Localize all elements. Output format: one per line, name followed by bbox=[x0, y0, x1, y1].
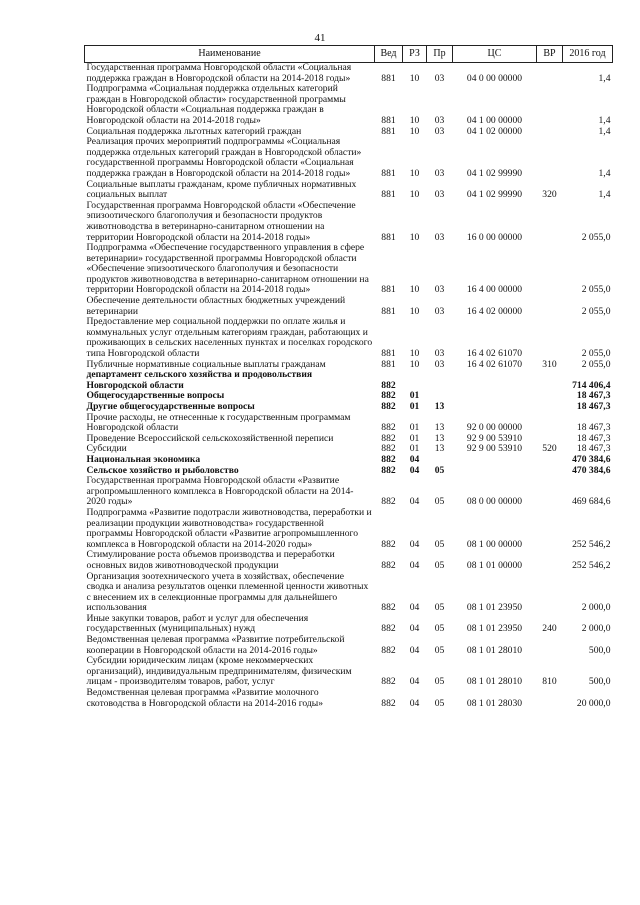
cell-sum: 2 000,0 bbox=[581, 602, 611, 614]
cell-cs bbox=[453, 370, 537, 391]
table-header bbox=[85, 46, 613, 63]
cell-name: Другие общегосударственные вопросы bbox=[86, 401, 255, 412]
cell-cs: 16 0 00 00000 bbox=[466, 231, 523, 243]
cell-name: Национальная экономика bbox=[86, 453, 201, 465]
cell-name: Государственная программа Новгородской области «Обеспечение эпизоотического благополучия и безопасности продуктов животноводства в ветеринарно-санитарном отношении на территории Новгородской области на 2014-2018 годы» bbox=[86, 199, 356, 243]
cell-cs: 08 1 01 28010 bbox=[466, 644, 523, 656]
cell-pr: 05 bbox=[434, 602, 445, 614]
cell-ved: 882 bbox=[381, 559, 396, 571]
cell-vr bbox=[537, 63, 563, 85]
cell-sum: 2 055,0 bbox=[581, 358, 611, 370]
cell-name: Прочие расходы, не отнесенные к государственным программам Новгородской области bbox=[86, 411, 351, 434]
cell-ved: 882 bbox=[381, 602, 396, 614]
cell-cs bbox=[453, 402, 537, 413]
cell-cs: 16 4 02 61070 bbox=[466, 348, 523, 360]
cell-ved: 881 bbox=[381, 348, 396, 360]
cell-rz: 10 bbox=[409, 231, 420, 243]
cell-rz: 01 bbox=[409, 432, 420, 444]
cell-rz: 10 bbox=[409, 189, 420, 201]
cell-rz: 10 bbox=[409, 114, 420, 126]
cell-rz: 01 bbox=[409, 390, 420, 402]
cell-pr: 05 bbox=[434, 496, 445, 508]
table-row bbox=[85, 84, 613, 126]
cell-sum: 1,4 bbox=[598, 72, 611, 84]
cell-rz: 04 bbox=[409, 644, 420, 656]
cell-ved: 881 bbox=[381, 231, 396, 243]
cell-name: Иные закупки товаров, работ и услуг для обеспечения государственных (муниципальных) нужд bbox=[86, 612, 309, 635]
table-row bbox=[85, 455, 613, 466]
cell-cs: 08 1 01 00000 bbox=[466, 559, 523, 571]
cell-name: Проведение Всероссийской сельскохозяйственной переписи bbox=[86, 432, 334, 444]
cell-rz bbox=[403, 370, 427, 391]
cell-name: Ведомственная целевая программа «Развитие молочного скотоводства в Новгородской области на 2014-2016 годы» bbox=[86, 687, 324, 709]
cell-ved: 882 bbox=[381, 623, 396, 635]
cell-name: Субсидии bbox=[86, 443, 127, 455]
cell-ved: 881 bbox=[381, 358, 396, 370]
cell-name: Ведомственная целевая программа «Развитие потребительской кооперации в Новгородской области на 2014-2016 годы» bbox=[86, 634, 345, 656]
table-row bbox=[85, 656, 613, 688]
cell-cs: 16 4 00 00000 bbox=[466, 284, 523, 296]
cell-pr: 05 bbox=[434, 644, 445, 656]
header-sum: 2016 год bbox=[563, 46, 613, 63]
cell-cs: 08 1 00 00000 bbox=[466, 538, 523, 550]
table-row bbox=[85, 137, 613, 179]
cell-ved: 881 bbox=[381, 125, 396, 137]
cell-rz: 04 bbox=[409, 453, 420, 465]
table-row bbox=[85, 550, 613, 571]
cell-cs: 92 9 00 53910 bbox=[466, 443, 523, 455]
cell-name: Государственная программа Новгородской области «Социальная поддержка граждан в Новгородской области на 2014-2018 годы» bbox=[86, 62, 352, 84]
cell-pr: 03 bbox=[434, 167, 445, 179]
table-row bbox=[85, 508, 613, 550]
cell-rz: 01 bbox=[409, 443, 420, 455]
budget-table bbox=[84, 45, 613, 709]
cell-ved: 882 bbox=[381, 644, 396, 656]
cell-vr bbox=[537, 635, 563, 656]
cell-ved: 882 bbox=[381, 379, 396, 391]
cell-pr: 03 bbox=[434, 72, 445, 84]
cell-pr: 13 bbox=[434, 422, 445, 434]
cell-vr bbox=[537, 688, 563, 709]
cell-cs bbox=[453, 455, 537, 466]
cell-rz: 10 bbox=[409, 358, 420, 370]
cell-name: Субсидии юридическим лицам (кроме некоммерческих организаций), индивидуальным предпринимателям, физическим лицам - производителям товаров, работ, услуг bbox=[86, 655, 352, 688]
cell-vr: 810 bbox=[542, 676, 557, 688]
header-row bbox=[85, 46, 613, 63]
cell-rz: 04 bbox=[409, 538, 420, 550]
table-row bbox=[85, 180, 613, 201]
cell-vr bbox=[537, 296, 563, 317]
cell-rz: 01 bbox=[409, 401, 420, 412]
cell-ved: 882 bbox=[381, 432, 396, 444]
cell-pr bbox=[427, 455, 453, 466]
cell-cs: 16 4 02 00000 bbox=[466, 305, 523, 317]
cell-cs: 92 0 00 00000 bbox=[466, 422, 523, 434]
cell-ved: 882 bbox=[381, 697, 396, 709]
cell-vr bbox=[537, 476, 563, 508]
cell-sum: 2 000,0 bbox=[581, 623, 611, 635]
cell-cs: 08 1 01 28030 bbox=[466, 697, 523, 709]
header-rz: РЗ bbox=[403, 46, 427, 63]
cell-cs: 04 1 02 99990 bbox=[466, 167, 523, 179]
cell-vr bbox=[537, 402, 563, 413]
cell-cs: 04 1 00 00000 bbox=[466, 114, 523, 126]
table-row bbox=[85, 572, 613, 614]
cell-vr bbox=[537, 466, 563, 477]
cell-vr bbox=[537, 84, 563, 126]
cell-vr bbox=[537, 127, 563, 138]
cell-rz: 10 bbox=[409, 348, 420, 360]
cell-rz: 10 bbox=[409, 72, 420, 84]
cell-name: департамент сельского хозяйства и продовольствия Новгородской области bbox=[86, 369, 313, 391]
cell-pr: 05 bbox=[434, 697, 445, 709]
cell-pr: 03 bbox=[434, 358, 445, 370]
cell-cs: 04 1 02 99990 bbox=[466, 189, 523, 201]
cell-sum: 1,4 bbox=[598, 114, 611, 126]
cell-ved: 882 bbox=[381, 443, 396, 455]
header-pr: Пр bbox=[427, 46, 453, 63]
header-cs: ЦС bbox=[453, 46, 537, 63]
cell-cs: 08 1 01 23950 bbox=[466, 602, 523, 614]
table-row bbox=[85, 63, 613, 85]
cell-rz: 01 bbox=[409, 422, 420, 434]
cell-rz: 04 bbox=[409, 464, 420, 476]
cell-sum: 18 467,3 bbox=[576, 422, 611, 434]
cell-sum: 1,4 bbox=[598, 125, 611, 137]
cell-vr bbox=[537, 550, 563, 571]
cell-sum: 500,0 bbox=[588, 644, 611, 656]
cell-cs: 16 4 02 61070 bbox=[466, 358, 523, 370]
cell-name: Организация зоотехнического учета в хозяйствах, обеспечение сводка и анализа результатов оценки племенной ценности животных с внесением их в селекционные программы для дальнейшего использования bbox=[86, 570, 369, 614]
table-row bbox=[85, 317, 613, 359]
cell-rz: 04 bbox=[409, 676, 420, 688]
cell-sum: 470 384,6 bbox=[572, 464, 611, 476]
cell-name: Государственная программа Новгородской области «Развитие агропромышленного комплекса в Новгородской области на 2014-2020 годы» bbox=[86, 475, 354, 508]
table-row bbox=[85, 402, 613, 413]
cell-ved: 881 bbox=[381, 114, 396, 126]
cell-sum: 714 406,4 bbox=[572, 379, 611, 391]
cell-pr: 13 bbox=[434, 401, 445, 412]
table-row bbox=[85, 688, 613, 709]
cell-sum: 20 000,0 bbox=[576, 697, 611, 709]
cell-vr bbox=[537, 137, 563, 179]
cell-sum: 2 055,0 bbox=[581, 231, 611, 243]
table-row bbox=[85, 614, 613, 635]
cell-pr bbox=[427, 370, 453, 391]
cell-rz: 04 bbox=[409, 623, 420, 635]
cell-sum: 252 546,2 bbox=[572, 559, 611, 571]
cell-pr: 05 bbox=[434, 464, 445, 476]
cell-sum: 500,0 bbox=[588, 676, 611, 688]
cell-vr bbox=[537, 317, 563, 359]
table-row bbox=[85, 413, 613, 434]
cell-vr bbox=[537, 413, 563, 434]
cell-rz: 10 bbox=[409, 284, 420, 296]
cell-sum: 18 467,3 bbox=[576, 443, 611, 455]
cell-name: Подпрограмма «Обеспечение государственного управления в сфере ветеринарии» государственной программы Новгородской области «Обеспечение эпизоотического благополучия и безопасности продуктов животноводства в ветеринарно-санитарном отношении на территории Новгородской области на 2014-2018 годы» bbox=[86, 242, 369, 296]
cell-rz: 10 bbox=[409, 167, 420, 179]
cell-name: Подпрограмма «Развитие подотрасли животноводства, переработки и реализации продукции животноводства» государственной программы Новгородской области «Развитие агропромышленного комплекса в Новгородской области на 2014-2020 годы» bbox=[86, 506, 372, 550]
cell-name: Предоставление мер социальной поддержки по оплате жилья и коммунальных услуг отдельным категориям граждан, работающих и проживающих в сельских населенных пунктах и поселках городского типа Новгородской области bbox=[86, 316, 373, 360]
cell-vr: 310 bbox=[542, 358, 557, 370]
cell-name: Подпрограмма «Социальная поддержка отдельных категорий граждан в Новгородской области» государственной программы Новгородской области «Социальная поддержка граждан в Новгородской области на 2014-2018 годы» bbox=[86, 83, 346, 126]
cell-vr bbox=[537, 370, 563, 391]
cell-rz: 04 bbox=[409, 559, 420, 571]
table-row bbox=[85, 370, 613, 391]
cell-ved: 881 bbox=[381, 189, 396, 201]
cell-rz: 10 bbox=[409, 305, 420, 317]
cell-rz: 10 bbox=[409, 125, 420, 137]
cell-name: Социальная поддержка льготных категорий граждан bbox=[86, 125, 302, 137]
cell-pr: 03 bbox=[434, 231, 445, 243]
cell-ved: 882 bbox=[381, 464, 396, 476]
cell-sum: 1,4 bbox=[598, 189, 611, 201]
cell-vr bbox=[537, 572, 563, 614]
cell-name: Публичные нормативные социальные выплаты гражданам bbox=[86, 358, 326, 370]
cell-name: Социальные выплаты гражданам, кроме публичных нормативных социальных выплат bbox=[86, 178, 357, 201]
cell-pr: 03 bbox=[434, 189, 445, 201]
cell-vr bbox=[537, 508, 563, 550]
cell-cs: 04 1 02 00000 bbox=[466, 125, 523, 137]
cell-vr: 240 bbox=[542, 623, 557, 635]
cell-ved: 882 bbox=[381, 390, 396, 402]
table-row bbox=[85, 434, 613, 445]
cell-name: Реализация прочих мероприятий подпрограммы «Социальная поддержка отдельных категорий граждан в Новгородской области» государственной программы Новгородской области «Социальная поддержка граждан в Новгородской области на 2014-2018 годы» bbox=[86, 136, 362, 179]
table-row bbox=[85, 243, 613, 296]
cell-cs: 04 0 00 00000 bbox=[466, 72, 523, 84]
page-number: 41 bbox=[314, 32, 326, 44]
cell-name: Стимулирование роста объемов производства и переработки основных видов животноводческой продукции bbox=[86, 549, 335, 571]
cell-rz: 04 bbox=[409, 602, 420, 614]
cell-pr: 03 bbox=[434, 284, 445, 296]
cell-pr: 13 bbox=[434, 432, 445, 444]
cell-name: Общегосударственные вопросы bbox=[86, 390, 225, 402]
cell-cs: 08 1 01 28010 bbox=[466, 676, 523, 688]
cell-ved: 882 bbox=[381, 496, 396, 508]
cell-ved: 882 bbox=[381, 538, 396, 550]
cell-rz: 04 bbox=[409, 496, 420, 508]
table-row bbox=[85, 296, 613, 317]
table-row bbox=[85, 201, 613, 243]
cell-ved: 882 bbox=[381, 676, 396, 688]
cell-cs: 08 1 01 23950 bbox=[466, 623, 523, 635]
table-body bbox=[85, 63, 613, 710]
table-row bbox=[85, 476, 613, 508]
cell-pr: 03 bbox=[434, 114, 445, 126]
cell-vr bbox=[537, 455, 563, 466]
header-vr: ВР bbox=[537, 46, 563, 63]
cell-sum: 1,4 bbox=[598, 167, 611, 179]
cell-cs: 08 0 00 00000 bbox=[466, 496, 523, 508]
cell-sum: 470 384,6 bbox=[572, 453, 611, 465]
cell-ved: 881 bbox=[381, 167, 396, 179]
cell-sum: 18 467,3 bbox=[576, 390, 611, 402]
cell-pr: 05 bbox=[434, 623, 445, 635]
cell-rz: 04 bbox=[409, 697, 420, 709]
cell-pr: 03 bbox=[434, 348, 445, 360]
cell-sum: 2 055,0 bbox=[581, 348, 611, 360]
cell-pr: 05 bbox=[434, 538, 445, 550]
header-name: Наименование bbox=[85, 46, 375, 63]
cell-pr: 13 bbox=[434, 443, 445, 455]
header-ved: Вед bbox=[375, 46, 403, 63]
cell-ved: 881 bbox=[381, 284, 396, 296]
cell-ved: 881 bbox=[381, 72, 396, 84]
cell-ved: 882 bbox=[381, 453, 396, 465]
cell-name: Обеспечение деятельности областных бюджетных учреждений ветеринарии bbox=[86, 295, 346, 317]
cell-name: Сельское хозяйство и рыболовство bbox=[86, 464, 239, 476]
cell-vr bbox=[537, 243, 563, 296]
table-row bbox=[85, 635, 613, 656]
cell-sum: 2 055,0 bbox=[581, 305, 611, 317]
cell-sum: 469 684,6 bbox=[572, 496, 611, 508]
cell-cs bbox=[453, 466, 537, 477]
cell-vr: 320 bbox=[542, 189, 557, 201]
cell-vr bbox=[537, 391, 563, 402]
cell-sum: 252 546,2 bbox=[572, 538, 611, 550]
cell-cs: 92 9 00 53910 bbox=[466, 432, 523, 444]
cell-ved: 882 bbox=[381, 401, 396, 412]
cell-ved: 881 bbox=[381, 305, 396, 317]
cell-sum: 18 467,3 bbox=[576, 432, 611, 444]
cell-sum: 2 055,0 bbox=[581, 284, 611, 296]
cell-ved: 882 bbox=[381, 422, 396, 434]
cell-pr: 05 bbox=[434, 559, 445, 571]
cell-sum: 18 467,3 bbox=[576, 401, 611, 412]
cell-vr bbox=[537, 201, 563, 243]
cell-cs bbox=[453, 391, 537, 402]
cell-pr: 03 bbox=[434, 125, 445, 137]
cell-pr: 03 bbox=[434, 305, 445, 317]
cell-vr: 520 bbox=[542, 443, 557, 455]
cell-pr: 05 bbox=[434, 676, 445, 688]
